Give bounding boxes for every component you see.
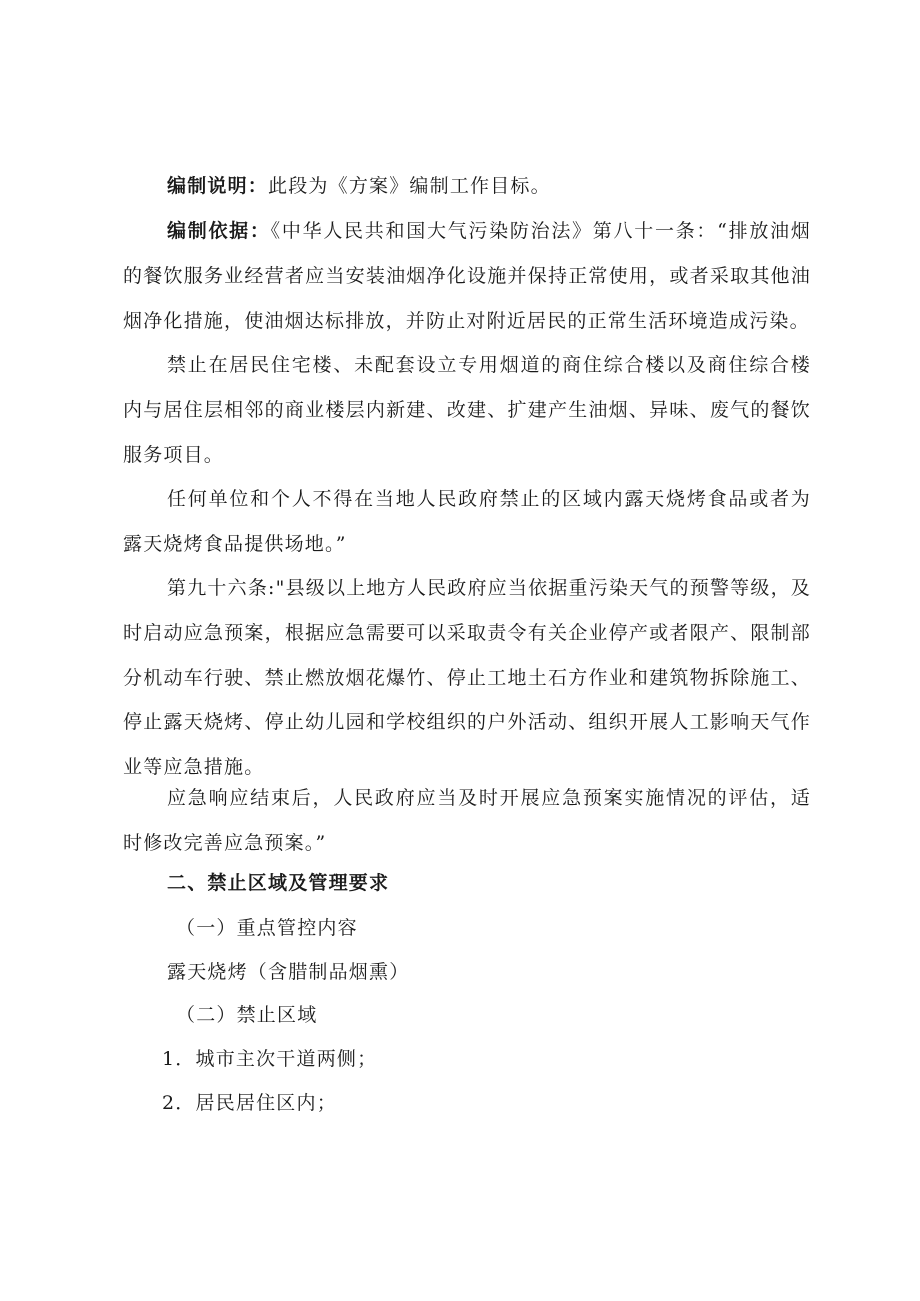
subsection-1-heading: （一）重点管控内容 <box>176 917 358 939</box>
ban-buildings-paragraph: 禁止在居民住宅楼、未配套设立专用烟道的商住综合楼以及商住综合楼内与居住层相邻的商业楼层内新建、改建、扩建产生油烟、异味、废气的餐饮服务项目。 <box>123 354 811 466</box>
article-96-paragraph: 第九十六条:"县级以上地方人民政府应当依据重污染天气的预警等级，及时启动应急预案，根据应急需要可以采取责令有关企业停产或者限产、限制部分机动车行驶、禁止燃放烟花爆竹、停止工地土石方作业和建筑物拆除施工、停止露天烧烤、停止幼儿园和学校组织的户外活动、组织开展人工影响天气作业等应急措施。 <box>123 577 811 779</box>
compilation-note-paragraph <box>123 164 811 209</box>
list-item: 1．城市主次干道两侧； <box>162 1048 378 1070</box>
list-item: 2．居民居住区内； <box>162 1092 337 1114</box>
section-2-heading: 二、禁止区域及管理要求 <box>167 872 390 894</box>
compilation-basis-label: 编制依据： <box>167 220 271 242</box>
ban-bbq-paragraph: 任何单位和个人不得在当地人民政府禁止的区域内露天烧烤食品或者为露天烧烤食品提供场地。” <box>123 488 811 555</box>
compilation-note-text: 此段为《方案》编制工作目标。 <box>268 175 551 197</box>
compilation-note-label: 编制说明： <box>167 175 269 197</box>
after-response-paragraph: 应急响应结束后，人民政府应当及时开展应急预案实施情况的评估，适时修改完善应急预案。” <box>123 787 811 854</box>
compilation-basis-text: 《中华人民共和国大气污染防治法》第八十一条：“排放油烟的餐饮服务业经营者应当安装油烟净化设施并保持正常使用，或者采取其他油烟净化措施，使油烟达标排放，并防止对附近居民的正常生活环境造成污染。 <box>123 220 811 332</box>
subsection-2-heading: （二）禁止区域 <box>176 1004 318 1026</box>
subsection-1-text: 露天烧烤（含腊制品烟熏） <box>167 961 410 983</box>
compilation-basis-paragraph <box>123 209 811 343</box>
